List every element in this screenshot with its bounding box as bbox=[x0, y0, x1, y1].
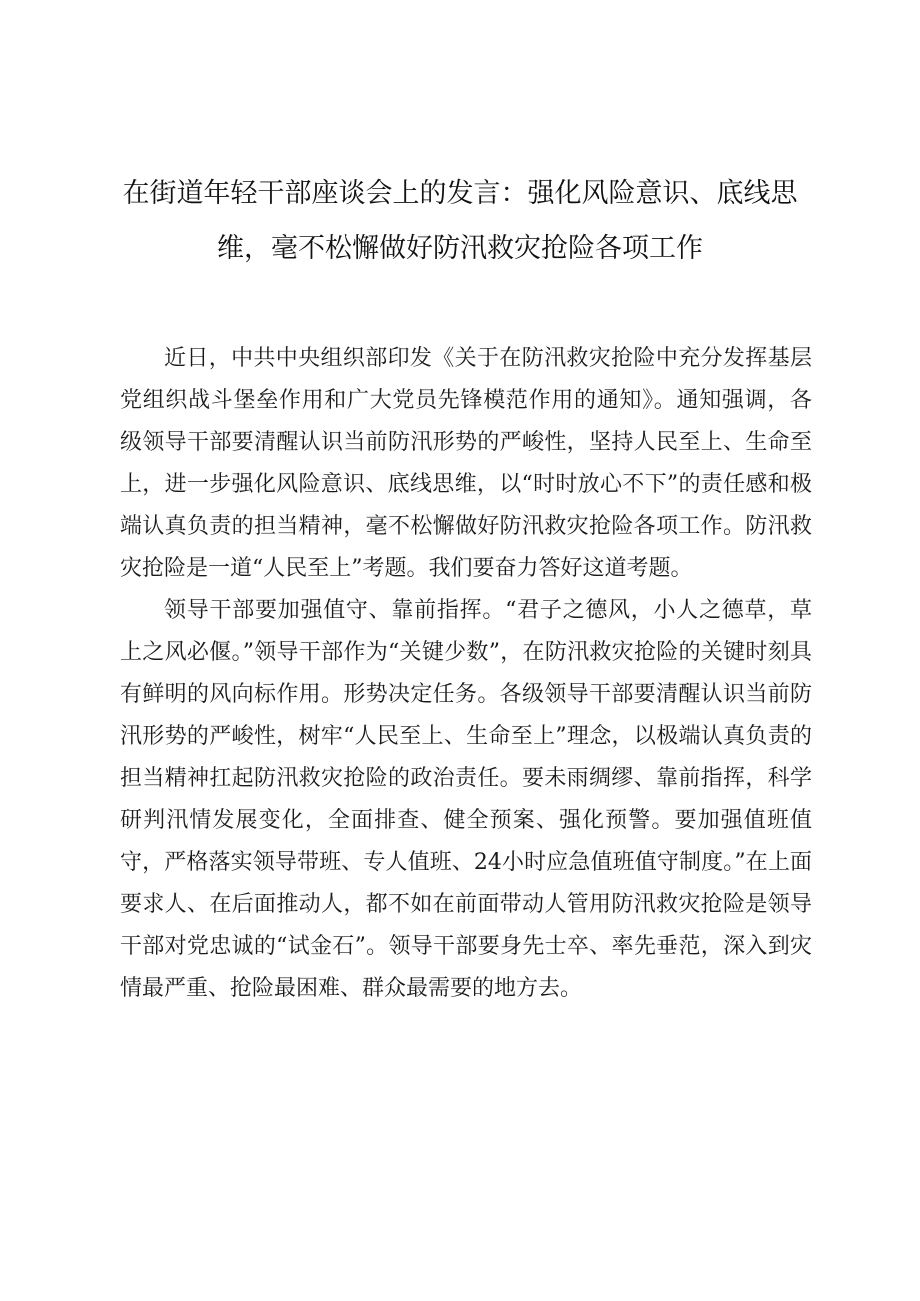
paragraph-2: 领导干部要加强值守、靠前指挥。“君子之德风，小人之德草，草上之风必偃。”领导干部作为“关键少数”，在防汛救灾抢险的关键时刻具有鲜明的风向标作用。形势决定任务。各级领导干部要清醒认识当前防汛形势的严峻性，树牢“人民至上、生命至上”理念，以极端认真负责的担当精神扛起防汛救灾抢险的政治责任。要未雨绸缪、靠前指挥，科学研判汛情发展变化，全面排查、健全预案、强化预警。要加强值班值守，严格落实领导带班、专人值班、24小时应急值班值守制度。”在上面要求人、在后面推动人，都不如在前面带动人管用防汛救灾抢险是领导干部对党忠诚的“试金石”。领导干部要身先士卒、率先垂范，深入到灾情最严重、抢险最困难、群众最需要的地方去。 bbox=[120, 598, 812, 1001]
document-title: 在街道年轻干部座谈会上的发言：强化风险意识、底线思维，毫不松懈做好防汛救灾抢险各项工作 bbox=[122, 178, 798, 264]
document-body bbox=[120, 338, 812, 1010]
paragraph-1: 近日，中共中央组织部印发《关于在防汛救灾抢险中充分发挥基层党组织战斗堡垒作用和广大党员先锋模范作用的通知》。通知强调，各级领导干部要清醒认识当前防汛形势的严峻性，坚持人民至上、生命至上，进一步强化风险意识、底线思维，以“时时放心不下”的责任感和极端认真负责的担当精神，毫不松懈做好防汛救灾抢险各项工作。防汛救灾抢险是一道“人民至上”考题。我们要奋力答好这道考题。 bbox=[120, 346, 812, 581]
